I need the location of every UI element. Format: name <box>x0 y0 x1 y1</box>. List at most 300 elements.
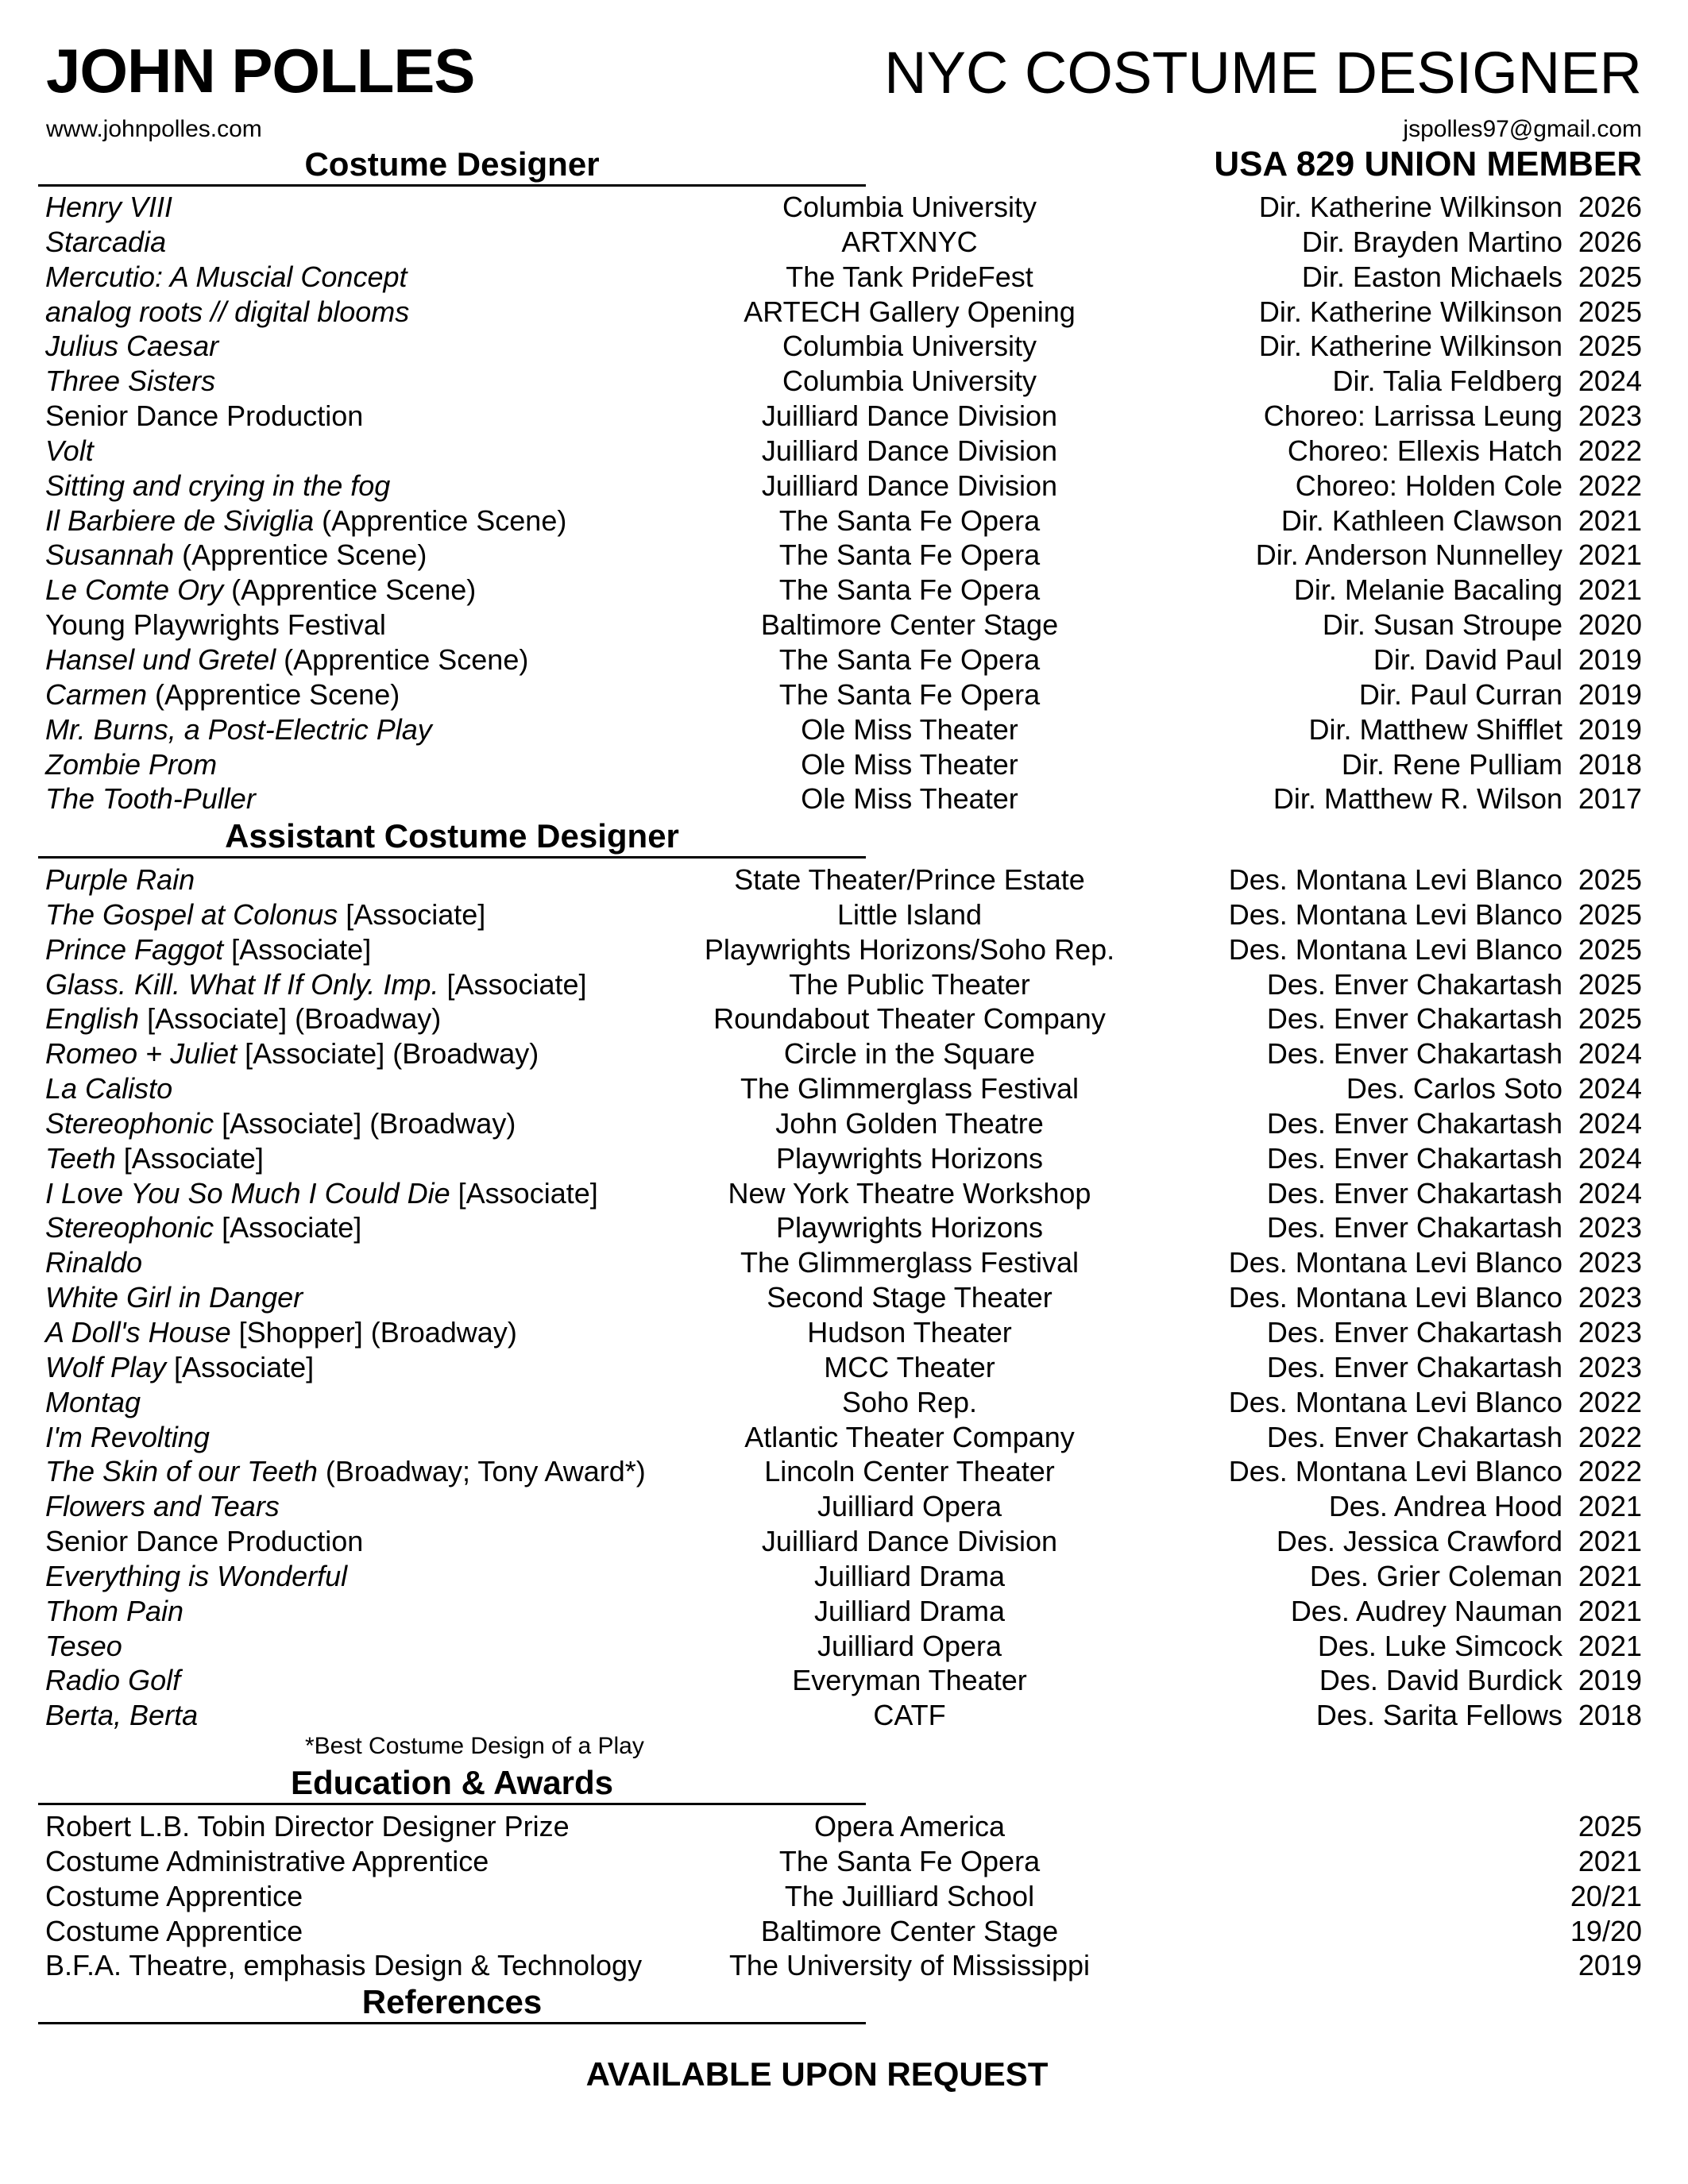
credit-director: Dir. Talia Feldberg <box>1332 365 1562 398</box>
credit-director: Dir. Anderson Nunnelley <box>1255 538 1562 572</box>
credit-venue: Juilliard Dance Division <box>761 1525 1058 1558</box>
production-title: English <box>45 1002 140 1036</box>
credit-venue: Juilliard Drama <box>813 1559 1006 1592</box>
credit-note: [Associate] (Broadway) <box>237 1037 539 1071</box>
credit-title <box>45 1879 303 1914</box>
credit-year: 2019 <box>1578 712 1642 746</box>
production-title: White Girl in Danger <box>45 1281 303 1314</box>
table-row <box>0 329 1688 364</box>
section-heading-assistant-costume-designer: Assistant Costume Designer <box>38 818 866 859</box>
credit-venue: Juilliard Opera <box>817 1629 1002 1662</box>
production-title: Mercutio: A Muscial Concept <box>45 260 408 293</box>
credit-venue: Atlantic Theater Company <box>744 1420 1075 1453</box>
credit-director: Des. Enver Chakartash <box>1266 1420 1562 1453</box>
credit-note: [Associate] <box>338 897 486 931</box>
credit-venue: Columbia University <box>782 365 1037 398</box>
table-row <box>0 538 1688 573</box>
credit-note: (Apprentice Scene) <box>174 538 427 572</box>
references-available-text: AVAILABLE UPON REQUEST <box>585 2055 1049 2093</box>
credit-title <box>45 364 215 399</box>
credit-venue: The Santa Fe Opera <box>778 1844 1041 1877</box>
table-row <box>0 862 1688 897</box>
production-title: I'm Revolting <box>45 1420 210 1453</box>
credit-title <box>45 399 363 434</box>
credit-venue: Roundabout Theater Company <box>713 1002 1106 1036</box>
credit-title <box>45 1245 142 1280</box>
production-title: Starcadia <box>45 225 167 258</box>
credit-venue: Hudson Theater <box>807 1315 1012 1349</box>
credit-venue: Little Island <box>836 897 983 931</box>
credit-venue: Lincoln Center Theater <box>764 1455 1055 1488</box>
credit-year: 2022 <box>1578 1455 1642 1488</box>
credit-title <box>45 781 256 816</box>
credit-venue: The Santa Fe Opera <box>778 677 1041 711</box>
credit-director: Dir. Katherine Wilkinson <box>1258 330 1562 363</box>
production-title: Susannah <box>45 538 175 572</box>
table-row <box>0 1210 1688 1245</box>
credit-director: Des. Enver Chakartash <box>1266 967 1562 1001</box>
credit-year: 2026 <box>1578 191 1642 223</box>
production-title: A Doll's House <box>45 1315 231 1349</box>
production-title: Henry VIII <box>45 191 173 223</box>
credit-title <box>45 1559 347 1594</box>
credit-director: Dir. David Paul <box>1373 642 1562 676</box>
credit-year: 2023 <box>1578 1246 1642 1279</box>
credit-note: Senior Dance Production <box>45 1525 364 1558</box>
education-awards-list <box>0 1809 1688 1983</box>
table-row <box>0 747 1688 782</box>
credit-note: [Associate] <box>115 1141 264 1175</box>
production-title: Julius Caesar <box>45 330 219 363</box>
table-row <box>0 1594 1688 1629</box>
credit-year: 2025 <box>1578 897 1642 931</box>
credit-year: 2023 <box>1578 1281 1642 1314</box>
production-title: Romeo + Juliet <box>45 1037 238 1071</box>
credit-year: 20/21 <box>1570 1879 1642 1912</box>
credit-director: Des. Enver Chakartash <box>1266 1002 1562 1036</box>
credit-title <box>45 712 432 747</box>
credit-title <box>45 1001 441 1036</box>
credit-year: 2021 <box>1578 1629 1642 1662</box>
credit-note: Costume Apprentice <box>45 1914 303 1947</box>
credit-note: B.F.A. Theatre, emphasis Design & Technology <box>45 1949 643 1982</box>
credit-title <box>45 1914 303 1949</box>
credit-year: 2021 <box>1578 538 1642 572</box>
credit-year: 2025 <box>1578 330 1642 363</box>
credit-venue: Juilliard Dance Division <box>761 399 1058 433</box>
credit-venue: The University of Mississippi <box>728 1949 1091 1982</box>
table-row <box>0 399 1688 434</box>
table-row <box>0 1524 1688 1559</box>
resume-name: JOHN POLLES <box>46 36 475 106</box>
table-row <box>0 1948 1688 1983</box>
credit-title <box>45 862 195 897</box>
table-row <box>0 1315 1688 1350</box>
credit-year: 2021 <box>1578 504 1642 537</box>
credit-title <box>45 190 172 225</box>
credit-note: [Associate] <box>438 967 587 1001</box>
production-title: Le Comte Ory <box>45 573 224 607</box>
credit-director: Dir. Katherine Wilkinson <box>1258 295 1562 328</box>
credit-year: 2021 <box>1578 1844 1642 1877</box>
credit-note: [Associate] <box>214 1211 362 1244</box>
table-row <box>0 225 1688 260</box>
production-title: La Calisto <box>45 1072 173 1106</box>
credit-title <box>45 1176 598 1211</box>
table-row <box>0 1489 1688 1524</box>
credit-director: Des. Montana Levi Blanco <box>1228 932 1562 966</box>
production-title: Montag <box>45 1385 141 1418</box>
production-title: Teseo <box>45 1629 122 1662</box>
credit-year: 2022 <box>1578 469 1642 502</box>
credit-venue: The Santa Fe Opera <box>778 642 1041 676</box>
credit-title <box>45 434 94 469</box>
credit-year: 2019 <box>1578 677 1642 711</box>
production-title: Zombie Prom <box>45 747 218 781</box>
table-row <box>0 897 1688 932</box>
credit-title <box>45 1948 642 1983</box>
credit-year: 2025 <box>1578 967 1642 1001</box>
credit-note: Costume Administrative Apprentice <box>45 1844 489 1877</box>
credit-year: 2025 <box>1578 863 1642 896</box>
credit-note: [Associate] <box>450 1176 598 1210</box>
credit-note: (Apprentice Scene) <box>147 677 400 711</box>
credit-title <box>45 1141 264 1176</box>
credit-director: Des. Enver Chakartash <box>1266 1106 1562 1140</box>
credit-director: Dir. Kathleen Clawson <box>1280 504 1562 537</box>
credit-year: 2025 <box>1578 1810 1642 1843</box>
production-title: Teeth <box>45 1141 116 1175</box>
credit-venue: Juilliard Dance Division <box>761 469 1058 502</box>
production-title: Everything is Wonderful <box>45 1559 348 1592</box>
credit-year: 2024 <box>1578 1072 1642 1106</box>
credit-director: Des. Montana Levi Blanco <box>1228 1281 1562 1314</box>
section-heading-education-awards: Education & Awards <box>38 1765 866 1805</box>
credit-note: Costume Apprentice <box>45 1879 303 1912</box>
credit-title <box>45 1454 646 1489</box>
credit-venue: The Glimmerglass Festival <box>740 1072 1080 1106</box>
section-heading-costume-designer: Costume Designer <box>38 146 866 187</box>
credit-note: [Shopper] (Broadway) <box>230 1315 517 1349</box>
table-row <box>0 469 1688 504</box>
references-text <box>0 2055 1688 2093</box>
credit-director: Dir. Easton Michaels <box>1301 260 1562 293</box>
production-title: Glass. Kill. What If If Only. Imp. <box>45 967 439 1001</box>
credit-title <box>45 1280 303 1315</box>
production-title: Flowers and Tears <box>45 1490 280 1523</box>
credit-year: 2025 <box>1578 932 1642 966</box>
credit-venue: Columbia University <box>782 191 1037 223</box>
table-row <box>0 1071 1688 1106</box>
table-row <box>0 1280 1688 1315</box>
section-heading-references: References <box>38 1984 866 2024</box>
credit-year: 2017 <box>1578 782 1642 816</box>
production-title: Volt <box>45 434 94 467</box>
credit-year: 2024 <box>1578 1176 1642 1210</box>
credit-venue: ARTECH Gallery Opening <box>744 295 1076 328</box>
credit-note: [Associate] (Broadway) <box>214 1106 516 1140</box>
credit-year: 2018 <box>1578 747 1642 781</box>
production-title: Sitting and crying in the fog <box>45 469 391 502</box>
credit-year: 2019 <box>1578 642 1642 676</box>
table-row <box>0 1629 1688 1664</box>
credit-venue: Columbia University <box>782 330 1037 363</box>
table-row <box>0 932 1688 967</box>
credit-venue: Circle in the Square <box>783 1037 1036 1071</box>
credit-director: Des. Montana Levi Blanco <box>1228 863 1562 896</box>
credit-venue: Ole Miss Theater <box>801 712 1018 746</box>
credit-note: Senior Dance Production <box>45 399 364 433</box>
credit-venue: Baltimore Center Stage <box>760 608 1059 642</box>
credit-director: Dir. Rene Pulliam <box>1341 747 1562 781</box>
table-row <box>0 295 1688 330</box>
table-row <box>0 1879 1688 1914</box>
credit-director: Des. David Burdick <box>1319 1664 1562 1697</box>
credit-venue: John Golden Theatre <box>775 1106 1044 1140</box>
production-title: I Love You So Much I Could Die <box>45 1176 450 1210</box>
credit-title <box>45 677 400 712</box>
table-row <box>0 260 1688 295</box>
credit-year: 19/20 <box>1570 1914 1642 1947</box>
credit-title <box>45 642 528 677</box>
credit-venue: Baltimore Center Stage <box>760 1914 1059 1947</box>
credit-director: Des. Montana Levi Blanco <box>1228 897 1562 931</box>
credit-title <box>45 608 386 642</box>
credit-year: 2025 <box>1578 295 1642 328</box>
credit-title <box>45 747 217 782</box>
credit-year: 2026 <box>1578 225 1642 258</box>
table-row <box>0 642 1688 677</box>
credit-year: 2018 <box>1578 1699 1642 1732</box>
credit-year: 2021 <box>1578 1525 1642 1558</box>
production-title: Purple Rain <box>45 863 195 896</box>
credit-director: Des. Enver Chakartash <box>1266 1176 1562 1210</box>
credit-director: Des. Enver Chakartash <box>1266 1350 1562 1383</box>
credit-director: Des. Grier Coleman <box>1309 1559 1562 1592</box>
costume-designer-list <box>0 190 1688 816</box>
credit-director: Des. Sarita Fellows <box>1315 1699 1562 1732</box>
production-title: Il Barbiere de Siviglia <box>45 504 315 537</box>
credit-title <box>45 1489 280 1524</box>
credit-title <box>45 260 408 295</box>
credit-title <box>45 932 371 967</box>
union-membership: USA 829 UNION MEMBER <box>1214 145 1642 183</box>
credit-director: Des. Carlos Soto <box>1346 1072 1562 1106</box>
credit-director: Dir. Paul Curran <box>1358 677 1562 711</box>
credit-venue: Juilliard Opera <box>817 1490 1002 1523</box>
credit-title <box>45 1385 141 1420</box>
credit-title <box>45 1809 570 1844</box>
resume-role-title: NYC COSTUME DESIGNER <box>884 40 1642 106</box>
table-row <box>0 1663 1688 1698</box>
credit-title <box>45 1420 210 1455</box>
credit-year: 2021 <box>1578 1594 1642 1627</box>
credit-director: Des. Montana Levi Blanco <box>1228 1455 1562 1488</box>
credit-year: 2022 <box>1578 1385 1642 1418</box>
credit-venue: The Santa Fe Opera <box>778 504 1041 537</box>
credit-director: Choreo: Holden Cole <box>1295 469 1562 502</box>
table-row <box>0 434 1688 469</box>
email-link[interactable]: jspolles97@gmail.com <box>1403 116 1642 142</box>
credit-note: (Apprentice Scene) <box>223 573 477 607</box>
credit-year: 2023 <box>1578 1211 1642 1244</box>
table-row <box>0 1350 1688 1385</box>
credit-director: Dir. Susan Stroupe <box>1322 608 1562 642</box>
credit-title <box>45 1594 183 1629</box>
credit-year: 2020 <box>1578 608 1642 642</box>
credit-venue: Juilliard Dance Division <box>761 434 1058 467</box>
credit-note: [Associate] <box>166 1350 315 1383</box>
production-title: Stereophonic <box>45 1211 214 1244</box>
credit-title <box>45 967 587 1002</box>
credit-director: Des. Montana Levi Blanco <box>1228 1385 1562 1418</box>
credit-director: Dir. Matthew Shifflet <box>1308 712 1562 746</box>
production-title: analog roots // digital blooms <box>45 295 410 328</box>
credit-venue: Soho Rep. <box>841 1385 978 1418</box>
credit-title <box>45 1524 363 1559</box>
production-title: Rinaldo <box>45 1246 143 1279</box>
credit-venue: Ole Miss Theater <box>801 782 1018 816</box>
credit-title <box>45 1071 172 1106</box>
credit-director: Dir. Brayden Martino <box>1301 225 1562 258</box>
table-row <box>0 677 1688 712</box>
credit-title <box>45 1663 180 1698</box>
credit-note: Young Playwrights Festival <box>45 608 386 642</box>
credit-year: 2023 <box>1578 1350 1642 1383</box>
credit-year: 2025 <box>1578 260 1642 293</box>
credit-director: Des. Andrea Hood <box>1328 1490 1562 1523</box>
table-row <box>0 1698 1688 1733</box>
credit-title <box>45 1210 361 1245</box>
credit-year: 2024 <box>1578 1106 1642 1140</box>
credit-year: 2022 <box>1578 1420 1642 1453</box>
table-row <box>0 1809 1688 1844</box>
credit-venue: Everyman Theater <box>792 1664 1027 1697</box>
table-row <box>0 1001 1688 1036</box>
table-row <box>0 1245 1688 1280</box>
credit-venue: Playwrights Horizons <box>775 1141 1044 1175</box>
credit-title <box>45 504 566 538</box>
credit-director: Des. Enver Chakartash <box>1266 1315 1562 1349</box>
table-row <box>0 1106 1688 1141</box>
production-title: Berta, Berta <box>45 1699 199 1732</box>
credit-note: (Broadway; Tony Award*) <box>317 1455 646 1488</box>
credit-title <box>45 1844 489 1879</box>
credit-note: (Apprentice Scene) <box>314 504 567 537</box>
credit-year: 2019 <box>1578 1664 1642 1697</box>
table-row <box>0 504 1688 538</box>
credit-note: [Associate] <box>223 932 372 966</box>
credit-note: (Apprentice Scene) <box>276 642 529 676</box>
credit-director: Des. Enver Chakartash <box>1266 1037 1562 1071</box>
credit-director: Choreo: Ellexis Hatch <box>1287 434 1562 467</box>
credit-year: 2019 <box>1578 1949 1642 1982</box>
credit-title <box>45 897 485 932</box>
credit-title <box>45 1698 198 1733</box>
credit-venue: The Santa Fe Opera <box>778 538 1041 572</box>
credit-venue: The Santa Fe Opera <box>778 573 1041 607</box>
table-row <box>0 608 1688 642</box>
credit-year: 2021 <box>1578 573 1642 607</box>
credit-director: Dir. Katherine Wilkinson <box>1258 191 1562 223</box>
production-title: Wolf Play <box>45 1350 167 1383</box>
credit-year: 2022 <box>1578 434 1642 467</box>
table-row <box>0 573 1688 608</box>
credit-venue: The Glimmerglass Festival <box>740 1246 1080 1279</box>
credit-title <box>45 1106 516 1141</box>
table-row <box>0 190 1688 225</box>
table-row <box>0 1385 1688 1420</box>
credit-venue: New York Theatre Workshop <box>728 1176 1091 1210</box>
credit-venue: Second Stage Theater <box>767 1281 1053 1314</box>
table-row <box>0 1036 1688 1071</box>
table-row <box>0 1454 1688 1489</box>
credit-venue: Juilliard Drama <box>813 1594 1006 1627</box>
credit-title <box>45 1315 517 1350</box>
credit-venue: Playwrights Horizons <box>775 1211 1044 1244</box>
production-title: Hansel und Gretel <box>45 642 276 676</box>
credit-year: 2025 <box>1578 1002 1642 1036</box>
production-title: The Tooth-Puller <box>45 782 256 816</box>
credit-director: Dir. Melanie Bacaling <box>1293 573 1562 607</box>
table-row <box>0 712 1688 747</box>
production-title: Carmen <box>45 677 148 711</box>
website-link[interactable]: www.johnpolles.com <box>46 116 262 142</box>
credit-venue: The Tank PrideFest <box>786 260 1033 293</box>
production-title: Stereophonic <box>45 1106 214 1140</box>
credit-venue: Playwrights Horizons/Soho Rep. <box>704 932 1115 966</box>
credit-director: Choreo: Larrissa Leung <box>1263 399 1562 433</box>
table-row <box>0 364 1688 399</box>
credit-note: [Associate] (Broadway) <box>139 1002 442 1036</box>
credit-title <box>45 1629 122 1664</box>
table-row <box>0 967 1688 1002</box>
table-row <box>0 1914 1688 1949</box>
credit-venue: MCC Theater <box>824 1350 995 1383</box>
credit-year: 2024 <box>1578 1141 1642 1175</box>
credit-title <box>45 573 476 608</box>
credit-director: Des. Montana Levi Blanco <box>1228 1246 1562 1279</box>
assistant-costume-designer-list <box>0 862 1688 1733</box>
production-title: Three Sisters <box>45 365 216 398</box>
credit-note: Robert L.B. Tobin Director Designer Prize <box>45 1810 570 1843</box>
credit-director: Des. Jessica Crawford <box>1276 1525 1562 1558</box>
credit-director: Dir. Matthew R. Wilson <box>1273 782 1562 816</box>
credit-venue: ARTXNYC <box>841 225 978 258</box>
credit-director: Des. Audrey Nauman <box>1290 1594 1562 1627</box>
credit-year: 2024 <box>1578 1037 1642 1071</box>
production-title: The Gospel at Colonus <box>45 897 338 931</box>
credit-year: 2023 <box>1578 399 1642 433</box>
tony-award-footnote: *Best Costume Design of a Play <box>305 1733 644 1759</box>
credit-title <box>45 469 390 504</box>
credit-year: 2024 <box>1578 365 1642 398</box>
production-title: Mr. Burns, a Post-Electric Play <box>45 712 432 746</box>
credit-title <box>45 538 427 573</box>
credit-venue: The Juilliard School <box>784 1879 1035 1912</box>
production-title: Thom Pain <box>45 1594 184 1627</box>
credit-venue: Ole Miss Theater <box>801 747 1018 781</box>
credit-venue: The Public Theater <box>789 967 1030 1001</box>
table-row <box>0 1844 1688 1879</box>
credit-title <box>45 1350 314 1385</box>
credit-venue: Opera America <box>813 1810 1006 1843</box>
credit-title <box>45 1036 539 1071</box>
table-row <box>0 781 1688 816</box>
table-row <box>0 1559 1688 1594</box>
credit-year: 2023 <box>1578 1315 1642 1349</box>
credit-year: 2021 <box>1578 1559 1642 1592</box>
